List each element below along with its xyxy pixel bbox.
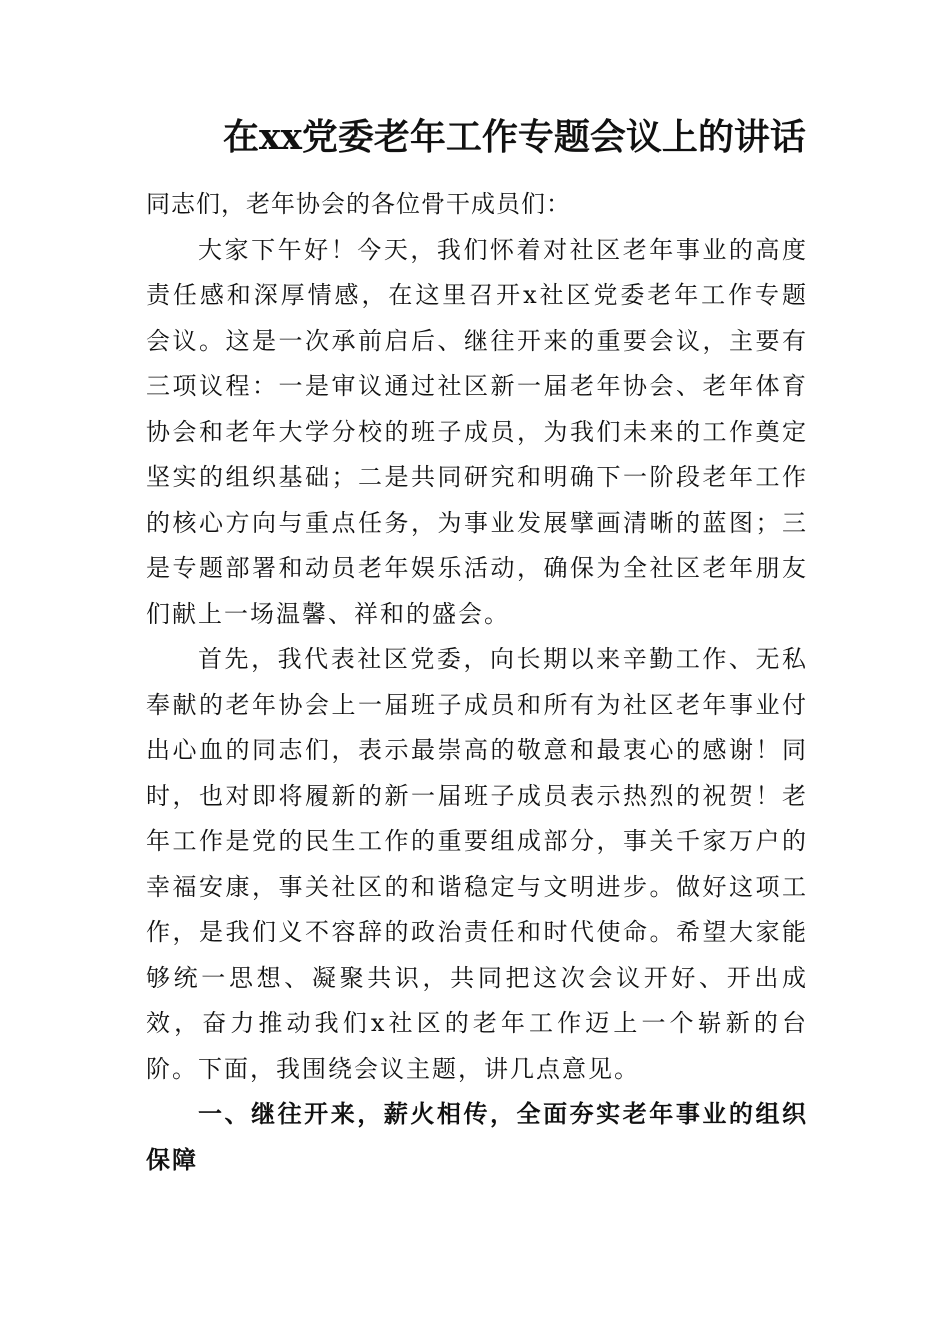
- document-title: 在xx党委老年工作专题会议上的讲话: [223, 116, 806, 158]
- paragraph-thanks: 首先，我代表社区党委，向长期以来辛勤工作、无私奉献的老年协会上一届班子成员和所有为社区老年事业付出心血的同志们，表示最崇高的敬意和最衷心的感谢！同时，也对即将履新的新一届班子成员表示热烈的祝贺！老年工作是党的民生工作的重要组成部分，事关千家万户的幸福安康，事关社区的和谐稳定与文明进步。做好这项工作，是我们义不容辞的政治责任和时代使命。希望大家能够统一思想、凝聚共识，共同把这次会议开好、开出成效，奋力推动我们x社区的老年工作迈上一个崭新的台阶。下面，我围绕会议主题，讲几点意见。: [146, 645, 808, 1083]
- paragraph-opening: 大家下午好！今天，我们怀着对社区老年事业的高度责任感和深厚情感，在这里召开x社区党委老年工作专题会议。这是一次承前启后、继往开来的重要会议，主要有三项议程：一是审议通过社区新一届老年协会、老年体育协会和老年大学分校的班子成员，为我们未来的工作奠定坚实的组织基础；二是共同研究和明确下一阶段老年工作的核心方向与重点任务，为事业发展擘画清晰的蓝图；三是专题部署和动员老年娱乐活动，确保为全社区老年朋友们献上一场温馨、祥和的盛会。: [146, 235, 808, 628]
- section-heading: 一、继往开来，薪火相传，全面夯实老年事业的组织保障: [146, 1100, 808, 1174]
- document-body: [146, 182, 808, 1183]
- salutation: 同志们，老年协会的各位骨干成员们：: [146, 190, 571, 218]
